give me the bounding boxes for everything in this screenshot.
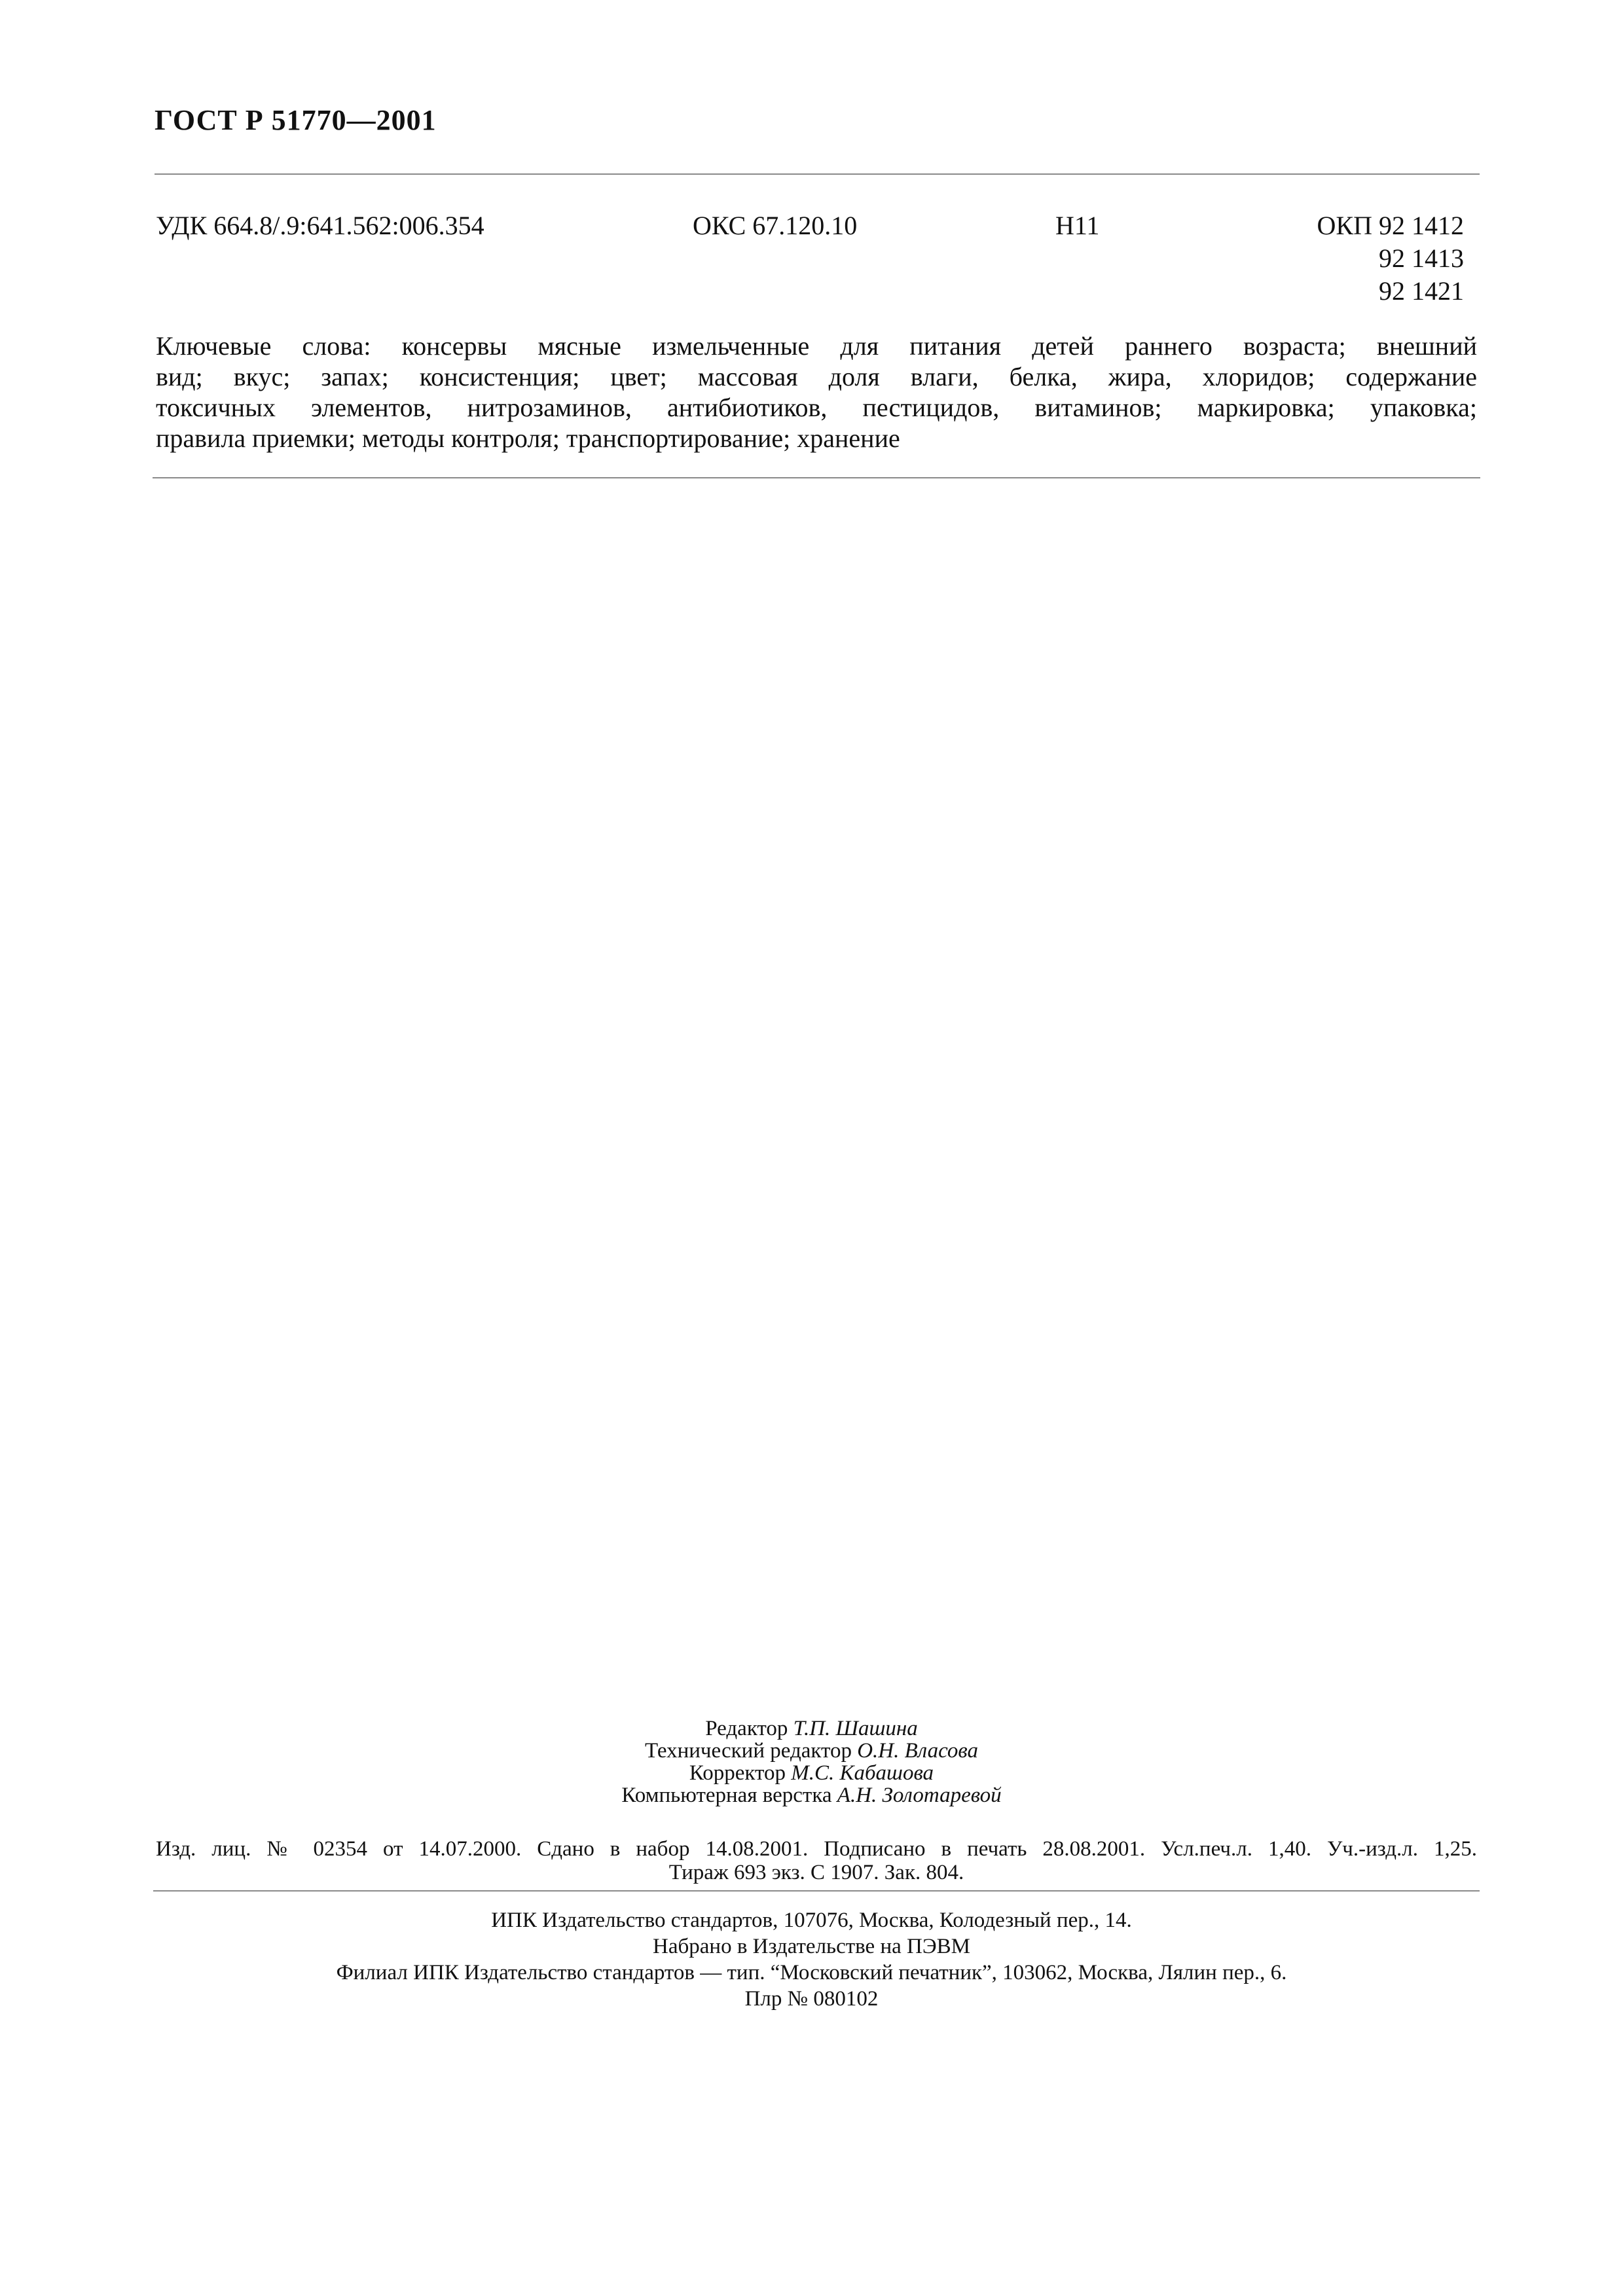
category-code: Н11 [1055,211,1100,240]
okp-codes [1283,209,1464,308]
header-divider [155,173,1480,175]
publisher-line: Филиал ИПК Издательство стандартов — тип. “Московский печатник”, 103062, Москва, Лялин пер., 6. [336,1961,1287,1984]
staff-editor: Редактор Т.П. Шашина [705,1717,918,1740]
publisher-info [0,1907,1623,2012]
okp-code-2: 92 1413 [1379,243,1464,273]
okp-code-1: ОКП 92 1412 [1317,211,1464,240]
keywords-paragraph [156,331,1477,454]
staff-proofreader: Корректор М.С. Кабашова [689,1761,934,1785]
oks-code: ОКС 67.120.10 [693,211,858,240]
imprint-info [156,1837,1477,1884]
keywords-line: правила приемки; методы контроля; транспортирование; хранение [156,423,900,453]
keywords-line: токсичных элементов, нитрозаминов, антибиотиков, пестицидов, витаминов; маркировка; упаковка; [156,393,1477,422]
keywords-divider [153,477,1480,478]
staff-layout: Компьютерная верстка А.Н. Золотаревой [621,1784,1002,1807]
imprint-divider [153,1890,1480,1892]
imprint-line: Изд. лиц. № 02354 от 14.07.2000. Сдано в набор 14.08.2001. Подписано в печать 28.08.2001. Усл.печ.л. 1,40. Уч.-изд.л. 1,25. [156,1837,1477,1861]
editorial-staff [0,1717,1623,1806]
keywords-line: вид; вкус; запах; консистенция; цвет; массовая доля влаги, белка, жира, хлоридов; содержание [156,362,1477,391]
document-title: ГОСТ Р 51770—2001 [155,104,437,136]
okp-code-3: 92 1421 [1379,276,1464,306]
publisher-line: Набрано в Издательстве на ПЭВМ [653,1935,970,1958]
keywords-line: Ключевые слова: консервы мясные измельченные для питания детей раннего возраста; внешний [156,331,1477,361]
staff-technical-editor: Технический редактор О.Н. Власова [644,1739,979,1763]
imprint-line: Тираж 693 экз. С 1907. Зак. 804. [668,1861,964,1884]
publisher-line: ИПК Издательство стандартов, 107076, Москва, Колодезный пер., 14. [491,1909,1132,1932]
publisher-line: Плр № 080102 [744,1987,879,2011]
udk-code: УДК 664.8/.9:641.562:006.354 [156,211,484,240]
